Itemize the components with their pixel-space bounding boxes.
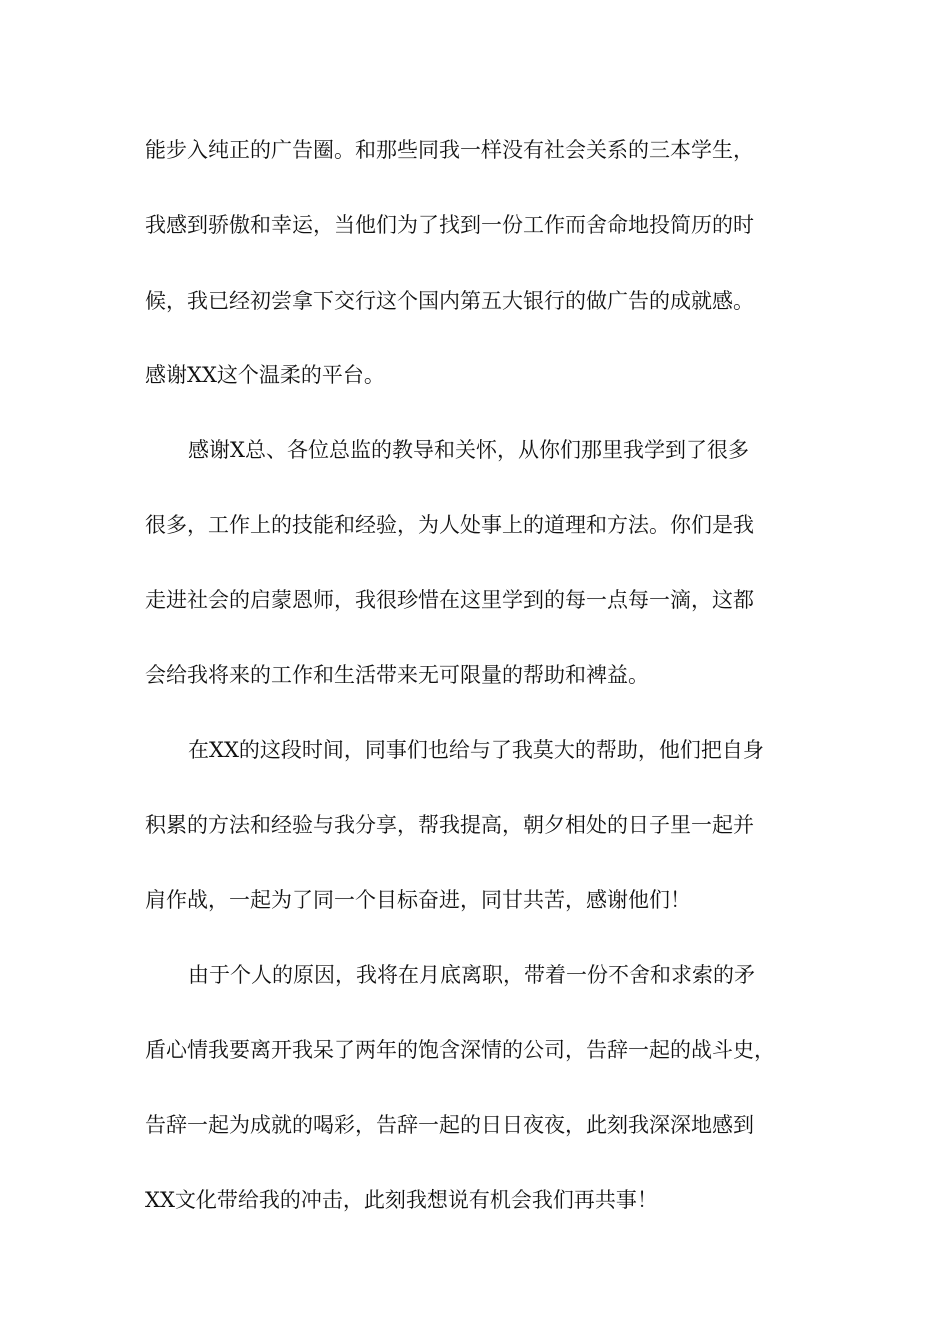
paragraph-first-line: 感谢X总、各位总监的教导和关怀，从你们那里我学到了很多: [188, 438, 749, 462]
text-line: 很多，工作上的技能和经验，为人处事上的道理和方法。你们是我: [145, 513, 754, 537]
text-line: 我感到骄傲和幸运，当他们为了找到一份工作而舍命地投简历的时: [145, 213, 754, 237]
text-line: 走进社会的启蒙恩师，我很珍惜在这里学到的每一点每一滴，这都: [145, 588, 754, 612]
text-line: 告辞一起为成就的喝彩，告辞一起的日日夜夜，此刻我深深地感到: [145, 1113, 754, 1137]
text-line: 盾心情我要离开我呆了两年的饱含深情的公司，告辞一起的战斗史，: [145, 1038, 775, 1062]
text-line: XX文化带给我的冲击，此刻我想说有机会我们再共事！: [145, 1188, 658, 1212]
paragraph-first-line: 在XX的这段时间，同事们也给与了我莫大的帮助，他们把自身: [188, 738, 764, 762]
text-line: 能步入纯正的广告圈。和那些同我一样没有社会关系的三本学生，: [145, 138, 754, 162]
text-line: 肩作战，一起为了同一个目标奋进，同甘共苦，感谢他们！: [145, 888, 691, 912]
text-line: 候，我已经初尝拿下交行这个国内第五大银行的做广告的成就感。: [145, 289, 754, 313]
text-line: 会给我将来的工作和生活带来无可限量的帮助和裨益。: [145, 663, 649, 687]
text-line: 感谢XX这个温柔的平台。: [145, 363, 385, 387]
paragraph-first-line: 由于个人的原因，我将在月底离职，带着一份不舍和求索的矛: [188, 963, 755, 987]
text-line: 积累的方法和经验与我分享，帮我提高，朝夕相处的日子里一起并: [145, 813, 754, 837]
